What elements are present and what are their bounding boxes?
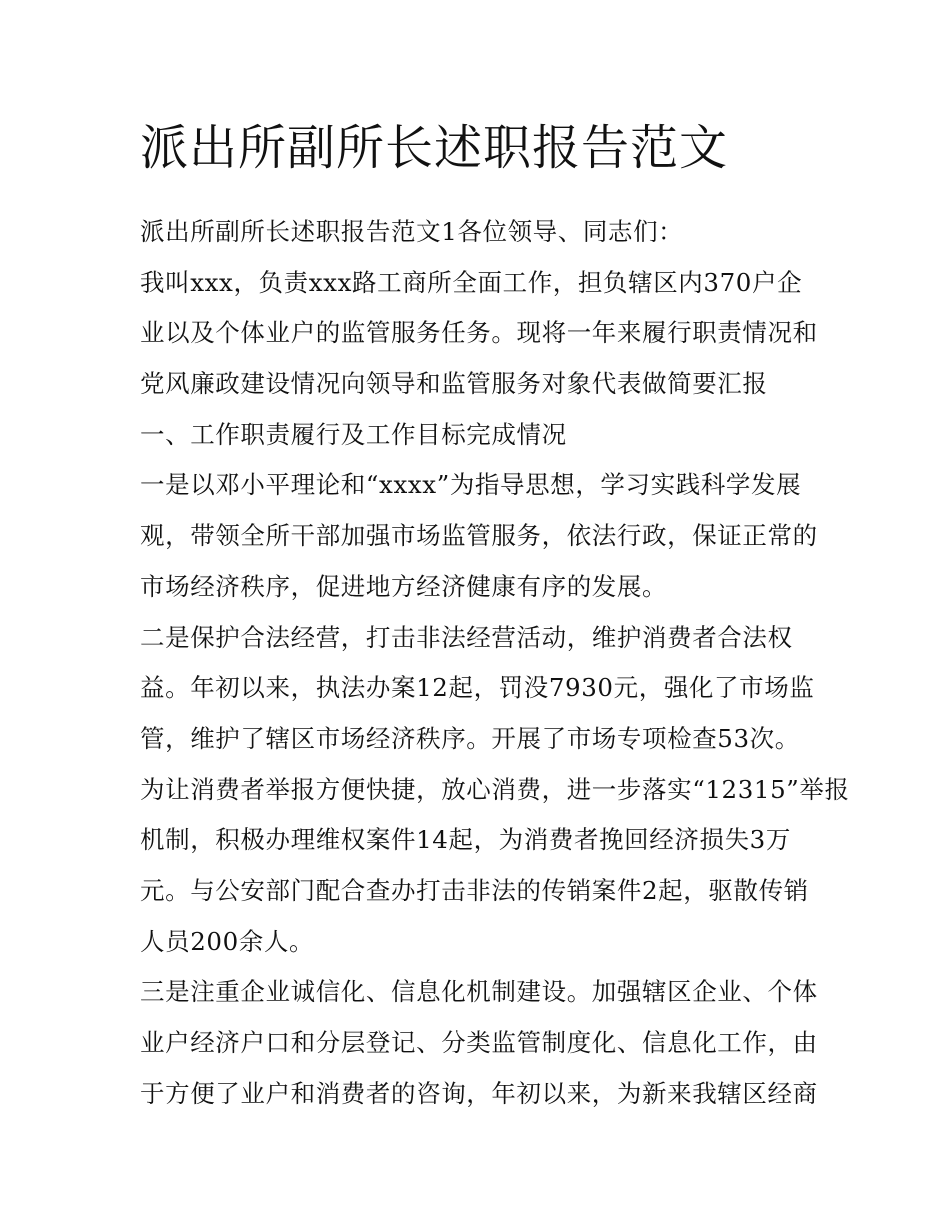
text-line: 管，维护了辖区市场经济秩序。开展了市场专项检查53次。 bbox=[140, 723, 800, 753]
text-line: 益。年初以来，执法办案12起，罚没7930元，强化了市场监 bbox=[140, 673, 815, 703]
text-line: 市场经济秩序，促进地方经济健康有序的发展。 bbox=[140, 571, 668, 601]
text-line: 机制，积极办理维权案件14起，为消费者挽回经济损失3万 bbox=[140, 825, 791, 855]
text-line: 观，带领全所干部加强市场监管服务，依法行政，保证正常的 bbox=[140, 521, 818, 551]
text-line: 三是注重企业诚信化、信息化机制建设。加强辖区企业、个体 bbox=[140, 977, 818, 1007]
text-line: 一、工作职责履行及工作目标完成情况 bbox=[140, 419, 567, 449]
text-line: 元。与公安部门配合查办打击非法的传销案件2起，驱散传销 bbox=[140, 875, 809, 905]
text-line: 二是保护合法经营，打击非法经营活动，维护消费者合法权 bbox=[140, 622, 793, 652]
text-line: 党风廉政建设情况向领导和监管服务对象代表做简要汇报 bbox=[140, 369, 768, 399]
text-line: 于方便了业户和消费者的咨询，年初以来，为新来我辖区经商 bbox=[140, 1078, 818, 1108]
text-line: 一是以邓小平理论和“xxxx”为指导思想，学习实践科学发展 bbox=[140, 470, 802, 500]
text-line: 我叫xxx，负责xxx路工商所全面工作，担负辖区内370户企 bbox=[140, 267, 803, 297]
text-line: 为让消费者举报方便快捷，放心消费，进一步落实“12315”举报 bbox=[140, 774, 850, 804]
text-line: 业户经济户口和分层登记、分类监管制度化、信息化工作，由 bbox=[140, 1028, 818, 1057]
text-line: 人员200余人。 bbox=[140, 926, 315, 956]
document-title: 派出所副所长述职报告范文 bbox=[140, 120, 729, 176]
text-line: 派出所副所长述职报告范文1各位领导、同志们： bbox=[140, 217, 684, 246]
text-line: 业以及个体业户的监管服务任务。现将一年来履行职责情况和 bbox=[140, 318, 818, 348]
document-body bbox=[140, 207, 850, 1119]
